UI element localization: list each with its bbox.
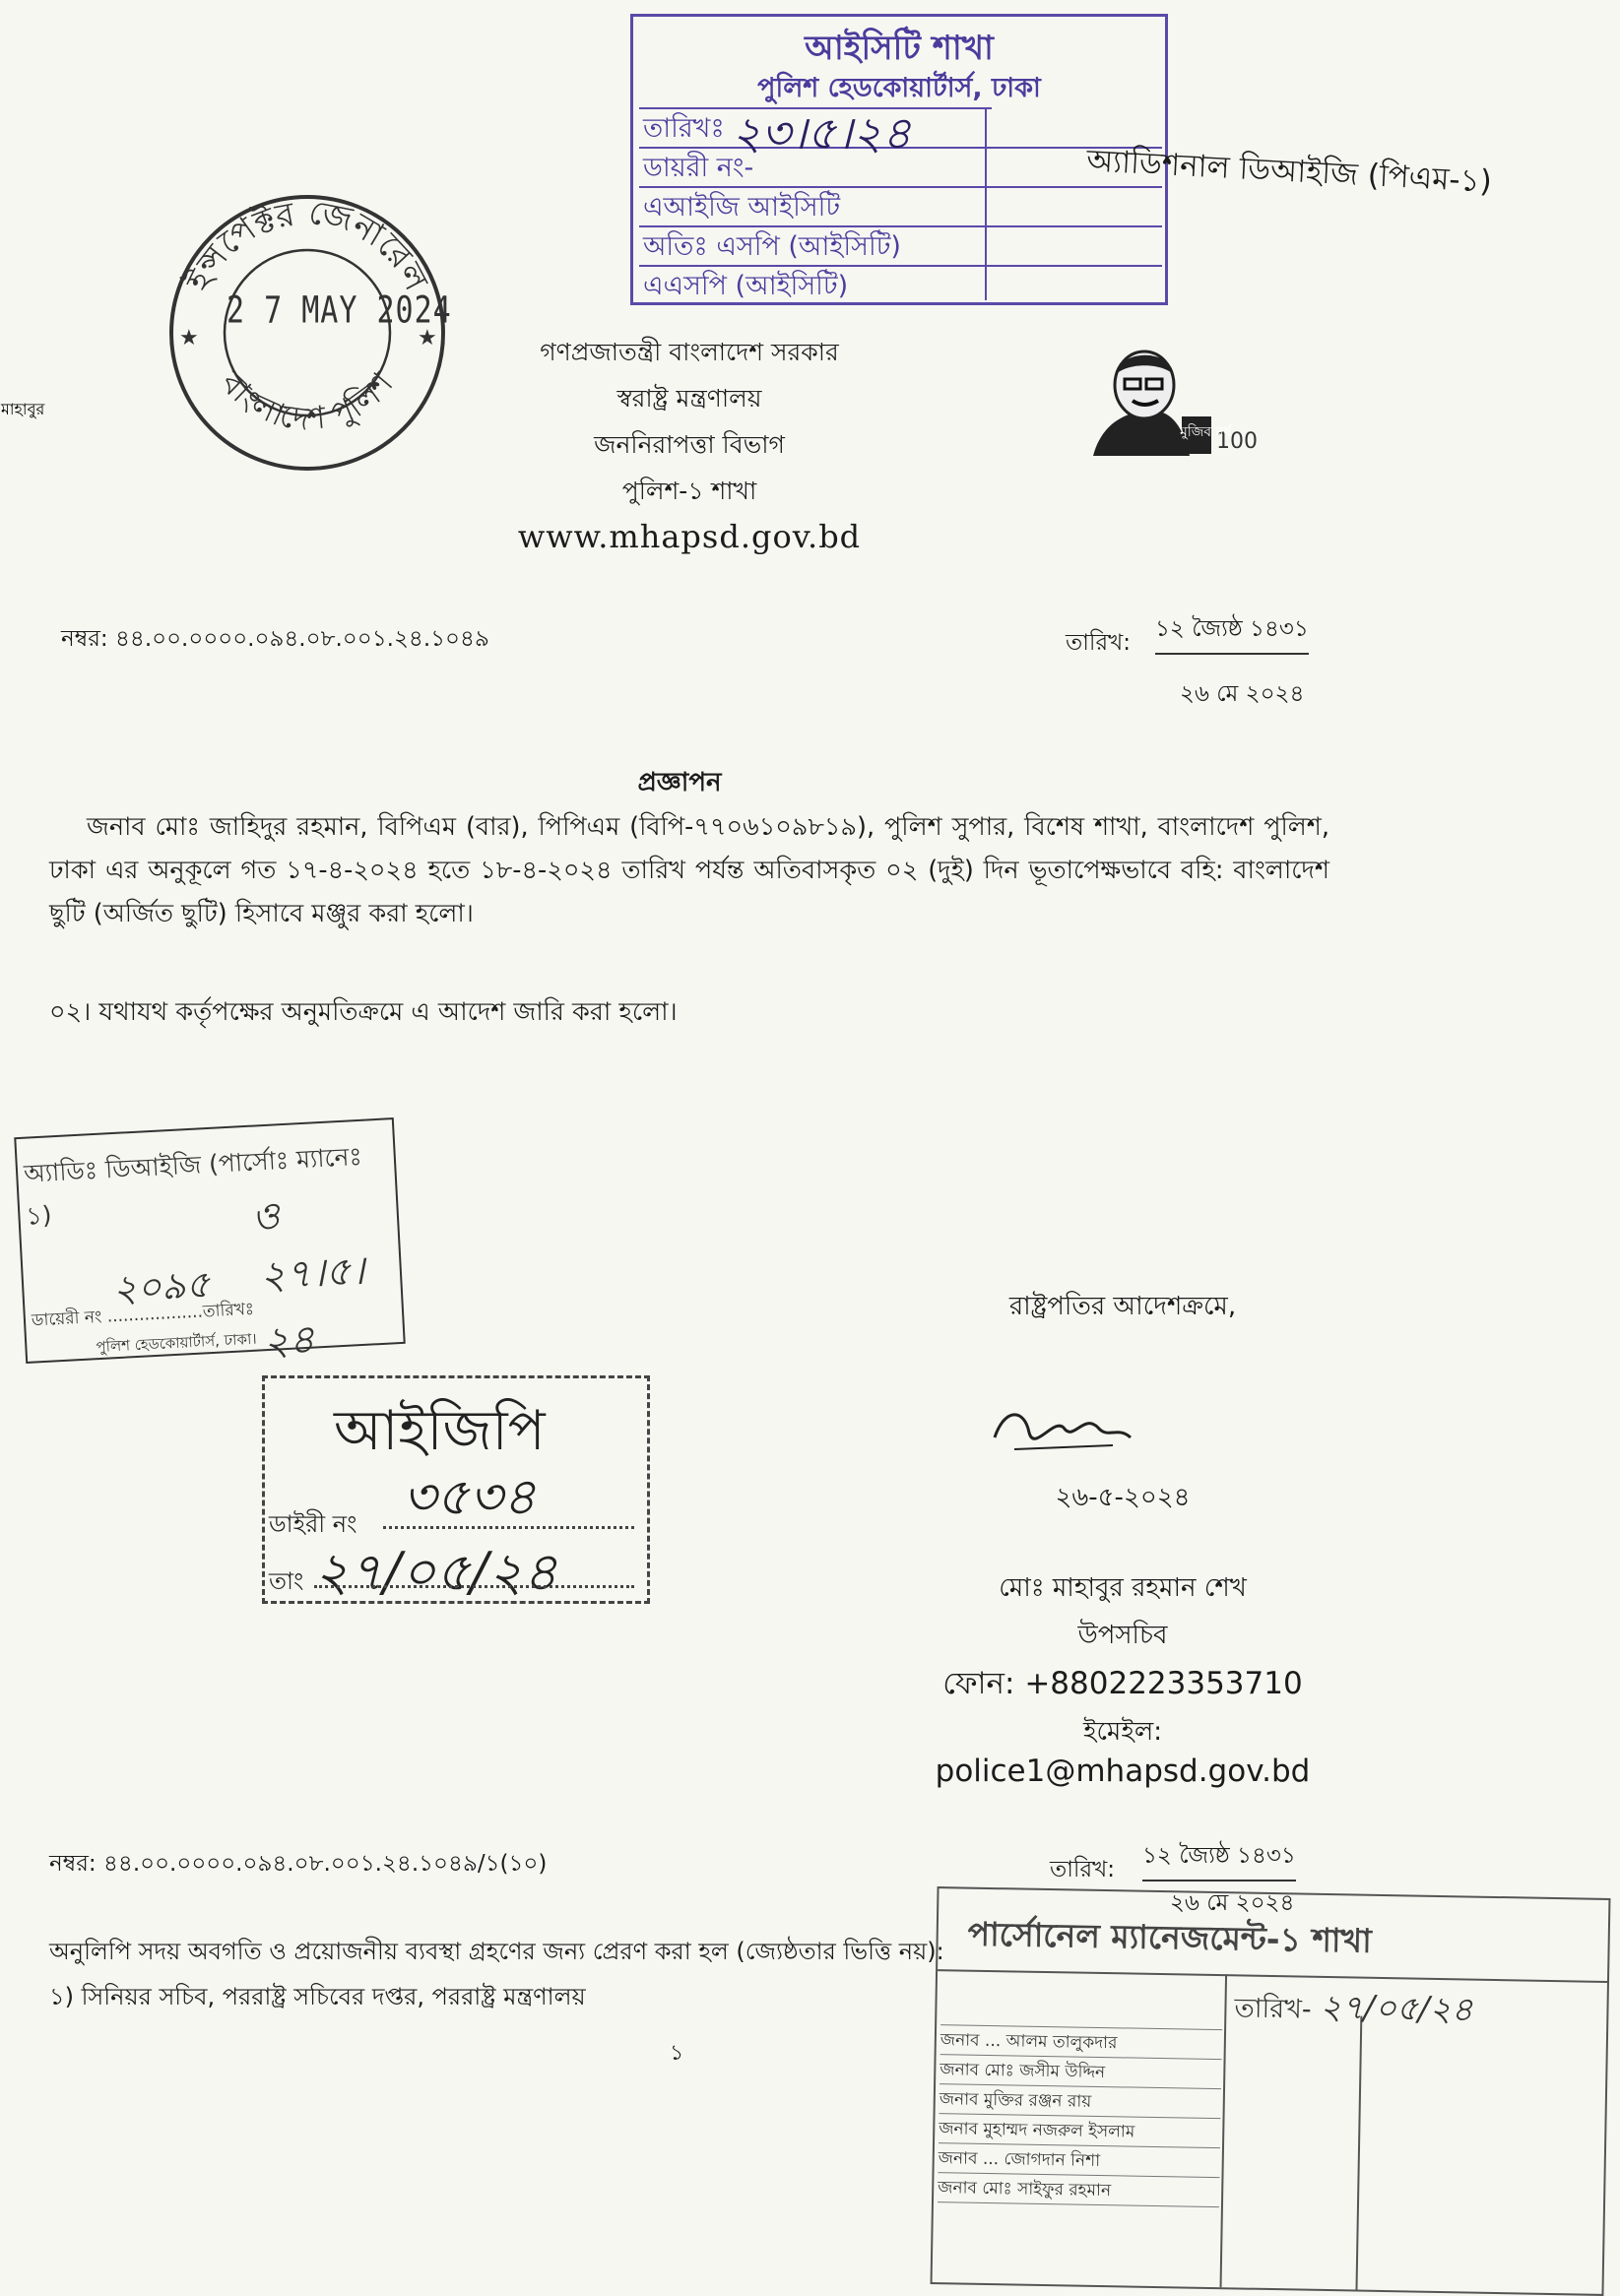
memo-date-english: ২৬ মে ২০২৪	[1180, 681, 1305, 707]
signatory-email: police1@mhapsd.gov.bd	[935, 1754, 1311, 1789]
logo-text: মুজিব বর্ষ	[1180, 424, 1232, 440]
igp-diary-label: ডাইরী নং	[269, 1510, 357, 1538]
copy-intro: অনুলিপি সদয় অবগতি ও প্রয়োজনীয় ব্যবস্থা গ্রহণের জন্য প্রেরণ করা হল (জ্যেষ্ঠতার ভিত্তি নয়):	[49, 1938, 944, 1965]
seal-star-icon: ★	[418, 326, 437, 351]
pm-date-hw: ২৭/০৫/২৪	[1319, 1987, 1474, 2030]
addl-stamp-footer: পুলিশ হেডকোয়ার্টার্স, ঢাকা।	[96, 1329, 258, 1357]
pm-row: জনাব মোঃ জসীম উদ্দিন	[940, 2056, 1221, 2089]
copy-date-english: ২৬ মে ২০২৪	[1170, 1890, 1295, 1916]
pm-row: জনাব মুক্তির রঞ্জন রায়	[940, 2085, 1221, 2119]
igp-date-label: তাং	[269, 1567, 304, 1595]
pm-row: জনাব ... জোগদান নিশা	[938, 2144, 1219, 2178]
notification-title: প্রজ্ঞাপন	[637, 768, 722, 797]
ict-handwritten-date: ২৩।৫।২৪	[732, 106, 912, 159]
ministry-line: স্বরাষ্ট্র মন্ত্রণালয়	[616, 384, 762, 413]
ict-stamp-subtitle: পুলিশ হেডকোয়ার্টার্স, ঢাকা	[757, 73, 1041, 103]
memo-number: নম্বর: ৪৪.০০.০০০০.০৯৪.০৮.০০১.২৪.১০৪৯	[61, 626, 489, 652]
signatory-phone: ফোন: +8802223353710	[942, 1666, 1303, 1701]
signatory-designation: উপসচিব	[1077, 1621, 1168, 1650]
gov-line: গণপ্রজাতন্ত্রী বাংলাদেশ সরকার	[540, 338, 839, 366]
igp-stamp	[262, 1375, 650, 1604]
notification-para2: ০২। যথাযথ কর্তৃপক্ষের অনুমতিক্রমে এ আদেশ জারি করা হলো।	[49, 997, 678, 1027]
ict-row-addl-sp: অতিঃ এসপি (আইসিটি)	[639, 225, 992, 265]
addl-stamp-number: ও	[250, 1193, 281, 1239]
ict-row-aig: এআইজি আইসিটি	[639, 186, 992, 225]
notification-body: জনাব মোঃ জাহিদুর রহমান, বিপিএম (বার), পিপিএম (বিপি-৭৭০৬১০৯৮১৯), পুলিশ সুপার, বিশেষ শাখা, বাংলাদেশ পুলিশ, ঢাকা এর অনুকূলে গত ১৭-৪-২০২৪ হতে ১৮-৪-২০২৪ তারিখ পর্যন্ত অতিবাসকৃত ০২ (দুই) দিন ভূতাপেক্ষভাবে বহি: বাংলাদেশ ছুটি (অর্জিত ছুটি) হিসাবে মঞ্জুর করা হলো।	[49, 812, 1329, 928]
mujib-borsho-logo	[1073, 340, 1261, 463]
pm-date-label: তারিখ-	[1234, 1993, 1312, 2025]
igp-date-line	[314, 1585, 634, 1588]
addl-stamp-title: অ্যাডিঃ ডিআইজি (পার্সোঃ ম্যানেঃ ১)	[23, 1141, 363, 1231]
seal-top-text	[178, 192, 436, 297]
addl-dig-note: অ্যাডিশনাল ডিআইজি (পিএম-১)	[1085, 143, 1493, 200]
seal-date: 2 7 MAY 2024	[227, 288, 452, 333]
signature-date: ২৬-৫-২০২৪	[1055, 1483, 1191, 1512]
copy-date-label: তারিখ:	[1050, 1857, 1116, 1882]
signature-text: মাহাবুর	[1, 400, 45, 418]
pm-row: জনাব মুহাম্মদ নজরুল ইসলাম	[939, 2115, 1220, 2148]
seal-bottom-path: বাংলাদেশ পুলিশ	[213, 363, 401, 438]
website: www.mhapsd.gov.bd	[517, 518, 862, 555]
pm-row	[940, 1997, 1222, 2030]
ict-stamp-title: আইসিটি শাখা	[805, 29, 994, 68]
copy-item-1: ১) সিনিয়র সচিব, পররাষ্ট্র সচিবের দপ্তর, পররাষ্ট্র মন্ত্রণালয়	[49, 1983, 586, 2010]
pm-stamp-title: পার্সোনেল ম্যানেজমেন্ট-১ শাখা	[967, 1914, 1373, 1960]
addl-stamp-date: ২৭।৫।২৪	[258, 1247, 366, 1366]
ict-cell	[985, 265, 1162, 306]
igp-stamp-title: আইজিপি	[334, 1399, 546, 1463]
seal-bottom-text	[213, 363, 401, 438]
branch-line: পুলিশ-১ শাখা	[621, 477, 757, 505]
copy-date-bangla: ১২ জ্যৈষ্ঠ ১৪৩১	[1142, 1837, 1296, 1881]
division-line: জননিরাপত্তা বিভাগ	[594, 430, 785, 459]
ict-row-asp: এএসপি (আইসিটি)	[639, 265, 992, 304]
memo-date-label: তারিখ:	[1066, 630, 1132, 656]
pm-date	[1234, 1980, 1473, 2040]
igp-stamp-number: ৩৫৩৪	[403, 1468, 537, 1527]
pm-row: জনাব ... আলম তালুকদার	[940, 2026, 1222, 2060]
signatory-email-label: ইমেইল:	[1082, 1717, 1163, 1747]
pm-branch-stamp	[931, 1886, 1611, 2296]
igp-diary-line	[383, 1526, 634, 1529]
pm-stamp-col	[1355, 2016, 1362, 2290]
page-number: ১	[670, 2041, 684, 2066]
addl-stamp-diary-no: ২০৯৫	[111, 1262, 212, 1311]
memo-date-bangla: ১২ জ্যৈষ্ঠ ১৪৩১	[1155, 610, 1309, 655]
seal-top-path: ইন্সপেক্টর জেনারেল	[178, 192, 436, 297]
addl-stamp-diary-label: ডায়েরী নং ..................তারিখঃ	[31, 1299, 255, 1331]
pm-row: জনাব মোঃ সাইফুর রহমান	[938, 2174, 1219, 2207]
ict-cell	[985, 186, 1162, 227]
ict-cell	[985, 225, 1162, 267]
addl-dig-stamp	[14, 1117, 406, 1364]
svg-text:100: 100	[1216, 429, 1258, 454]
seal-star-icon: ★	[179, 326, 199, 351]
ict-row-date: তারিখঃ	[639, 107, 992, 147]
ict-row-diary: ডায়রী নং-	[639, 147, 992, 186]
signatory-name: মোঃ মাহাবুর রহমান শেখ	[999, 1573, 1247, 1603]
copy-number: নম্বর: ৪৪.০০.০০০০.০৯৪.০৮.০০১.২৪.১০৪৯/১(১০)	[49, 1851, 548, 1877]
president-order: রাষ্ট্রপতির আদেশক্রমে,	[1008, 1292, 1237, 1321]
igp-date: ২৭/০৫/২৪	[314, 1541, 557, 1603]
